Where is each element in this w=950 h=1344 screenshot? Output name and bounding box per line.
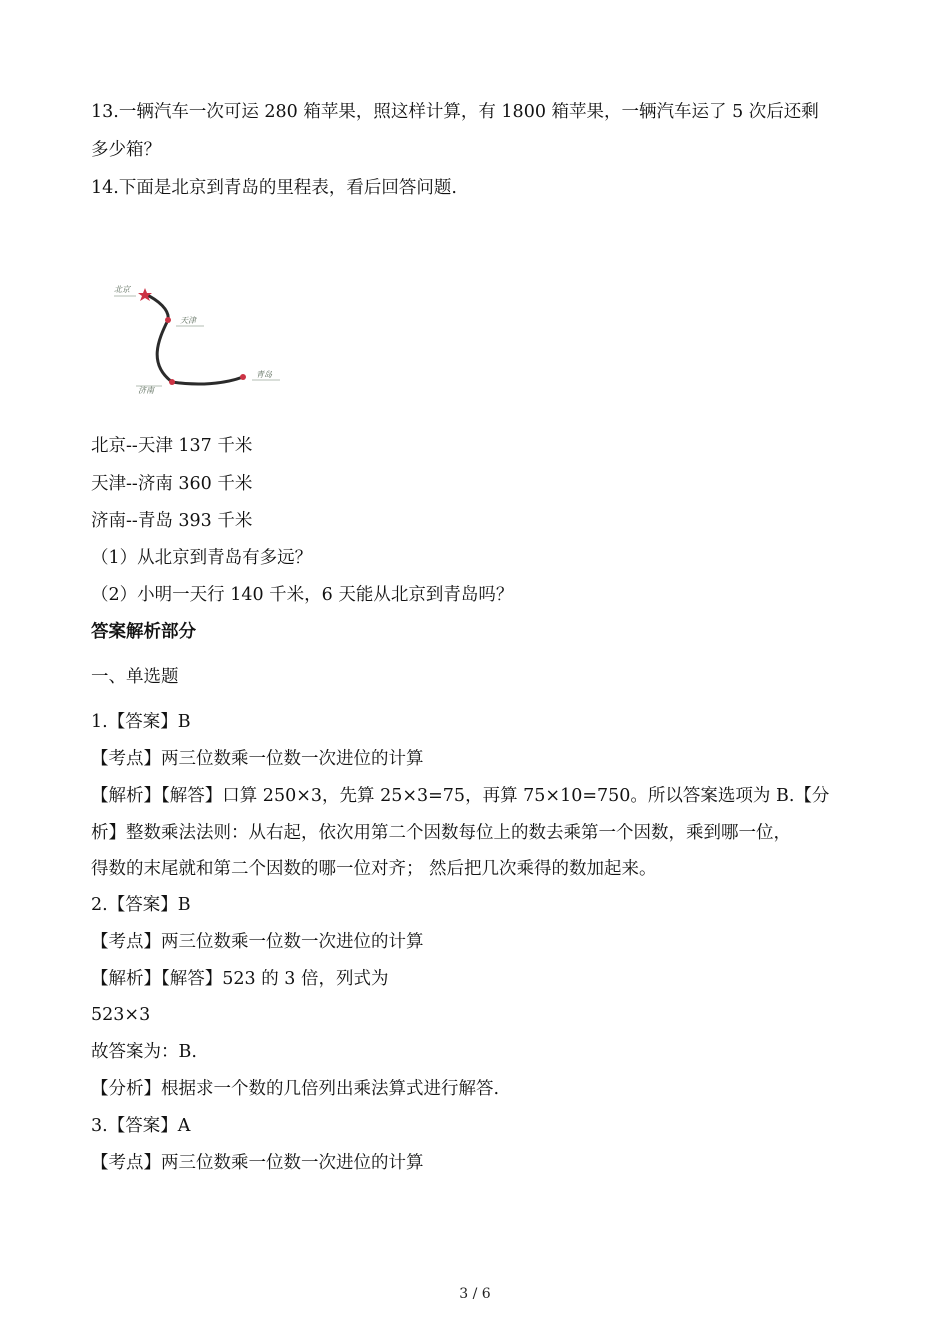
city-label-jinan: 济南 bbox=[138, 386, 154, 395]
answer-2-analysis: 【分析】根据求一个数的几倍列出乘法算式进行解答. bbox=[91, 1079, 500, 1099]
answer-1-topic: 【考点】两三位数乘一位数一次进位的计算 bbox=[91, 749, 424, 769]
question-13-line-2: 多少箱？ bbox=[91, 140, 161, 160]
jinan-marker bbox=[169, 379, 175, 385]
question-14-part-2: （2）小明一天行 140 千米，6 天能从北京到青岛吗？ bbox=[91, 585, 514, 605]
qingdao-marker bbox=[240, 374, 246, 380]
answers-heading: 答案解析部分 bbox=[91, 622, 196, 642]
city-label-qingdao: 青岛 bbox=[256, 370, 272, 379]
city-label-beijing: 北京 bbox=[114, 285, 130, 294]
beijing-star-icon bbox=[138, 288, 152, 301]
tianjin-marker bbox=[165, 317, 171, 323]
answer-2-explanation-line-3: 故答案为：B. bbox=[91, 1042, 197, 1062]
distance-jinan-qingdao: 济南--青岛 393 千米 bbox=[91, 511, 253, 531]
answer-1-explanation-line-3: 得数的末尾就和第二个因数的哪一位对齐； 然后把几次乘得的数加起来。 bbox=[91, 859, 657, 879]
answer-2: 2.【答案】B bbox=[91, 895, 191, 915]
answer-1: 1.【答案】B bbox=[91, 712, 191, 732]
answer-3-topic: 【考点】两三位数乘一位数一次进位的计算 bbox=[91, 1153, 424, 1173]
answer-2-topic: 【考点】两三位数乘一位数一次进位的计算 bbox=[91, 932, 424, 952]
route-map bbox=[108, 278, 288, 396]
section-heading: 一、单选题 bbox=[91, 667, 179, 687]
route-line bbox=[145, 294, 243, 384]
distance-beijing-tianjin: 北京--天津 137 千米 bbox=[91, 436, 253, 456]
answer-2-explanation-line-1: 【解析】【解答】523 的 3 倍，列式为 bbox=[91, 969, 389, 989]
city-label-tianjin: 天津 bbox=[180, 316, 196, 325]
page-number: 3 / 6 bbox=[459, 1286, 491, 1302]
question-14: 14.下面是北京到青岛的里程表，看后回答问题. bbox=[91, 178, 457, 198]
answer-3: 3.【答案】A bbox=[91, 1116, 191, 1136]
answer-1-explanation-line-2: 析】整数乘法法则：从右起，依次用第二个因数每位上的数去乘第一个因数，乘到哪一位， bbox=[91, 823, 791, 843]
distance-tianjin-jinan: 天津--济南 360 千米 bbox=[91, 474, 253, 494]
answer-1-explanation-line-1: 【解析】【解答】口算 250×3，先算 25×3=75，再算 75×10=750。所以答案选项为 B.【分 bbox=[91, 786, 830, 806]
question-14-part-1: （1）从北京到青岛有多远？ bbox=[91, 548, 313, 568]
question-13-line-1: 13.一辆汽车一次可运 280 箱苹果，照这样计算，有 1800 箱苹果，一辆汽车运了 5 次后还剩 bbox=[91, 102, 819, 122]
answer-2-explanation-line-2: 523×3 bbox=[91, 1005, 151, 1025]
